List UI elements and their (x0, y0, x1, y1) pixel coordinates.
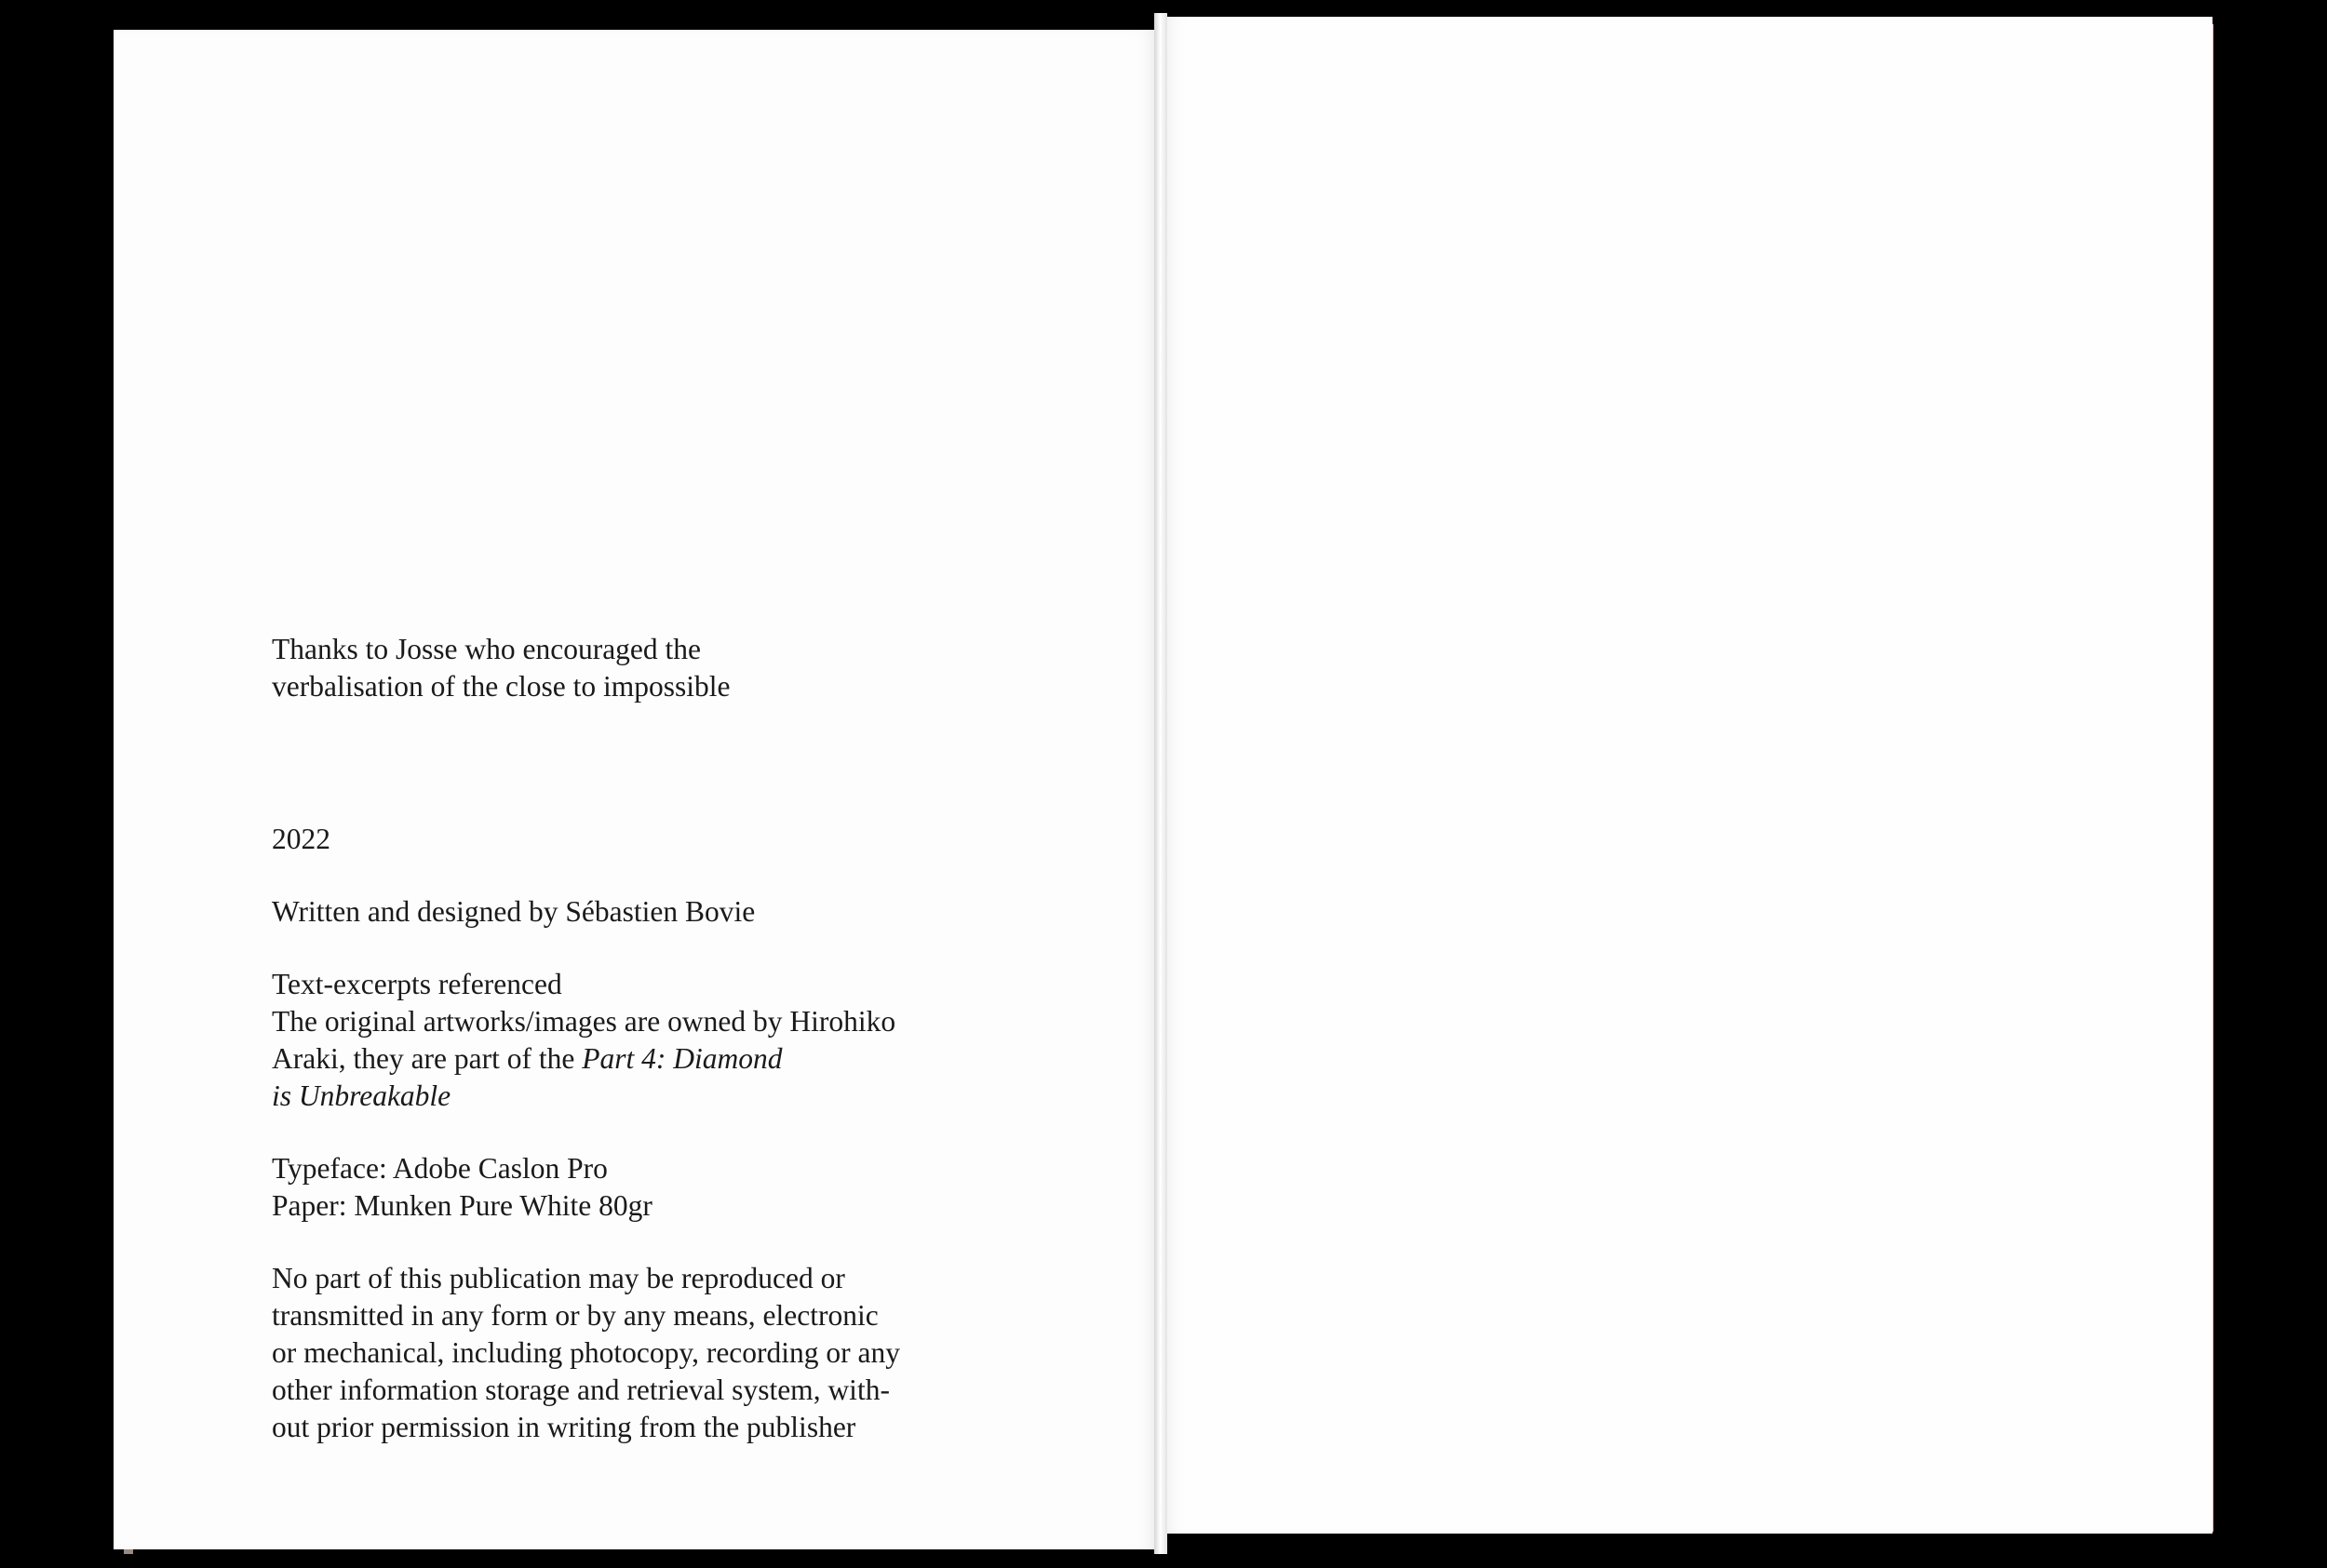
rights-block (272, 1260, 979, 1446)
publication-year: 2022 (272, 823, 330, 855)
references-line: Text-excerpts referenced (272, 968, 562, 1000)
right-page (1165, 17, 2213, 1534)
typeface-line: Typeface: Adobe Caslon Pro (272, 1152, 608, 1185)
author-credit: Written and designed by Sébastien Bovie (272, 895, 756, 928)
thanks-line: verbalisation of the close to impossible (272, 670, 731, 703)
rights-line: transmitted in any form or by any means, electronic (272, 1299, 879, 1332)
references-text: Araki, they are part of the (272, 1042, 583, 1075)
rights-line: out prior permission in writing from the publisher (272, 1411, 856, 1443)
colophon (272, 631, 979, 1446)
references-block (272, 966, 979, 1115)
work-title: Part 4: Diamond (582, 1042, 783, 1075)
rights-line: other information storage and retrieval system, with- (272, 1374, 890, 1406)
work-title-continued: is Unbreakable (272, 1079, 451, 1112)
production-block (272, 1150, 979, 1225)
book-gutter (1154, 13, 1167, 1554)
rights-line: No part of this publication may be reproduced or (272, 1262, 845, 1294)
references-line (272, 1040, 979, 1078)
rights-line: or mechanical, including photocopy, recording or any (272, 1336, 900, 1369)
paper-line: Paper: Munken Pure White 80gr (272, 1189, 652, 1222)
references-line: The original artworks/images are owned by Hirohiko (272, 1005, 896, 1038)
thanks-line: Thanks to Josse who encouraged the (272, 633, 702, 665)
